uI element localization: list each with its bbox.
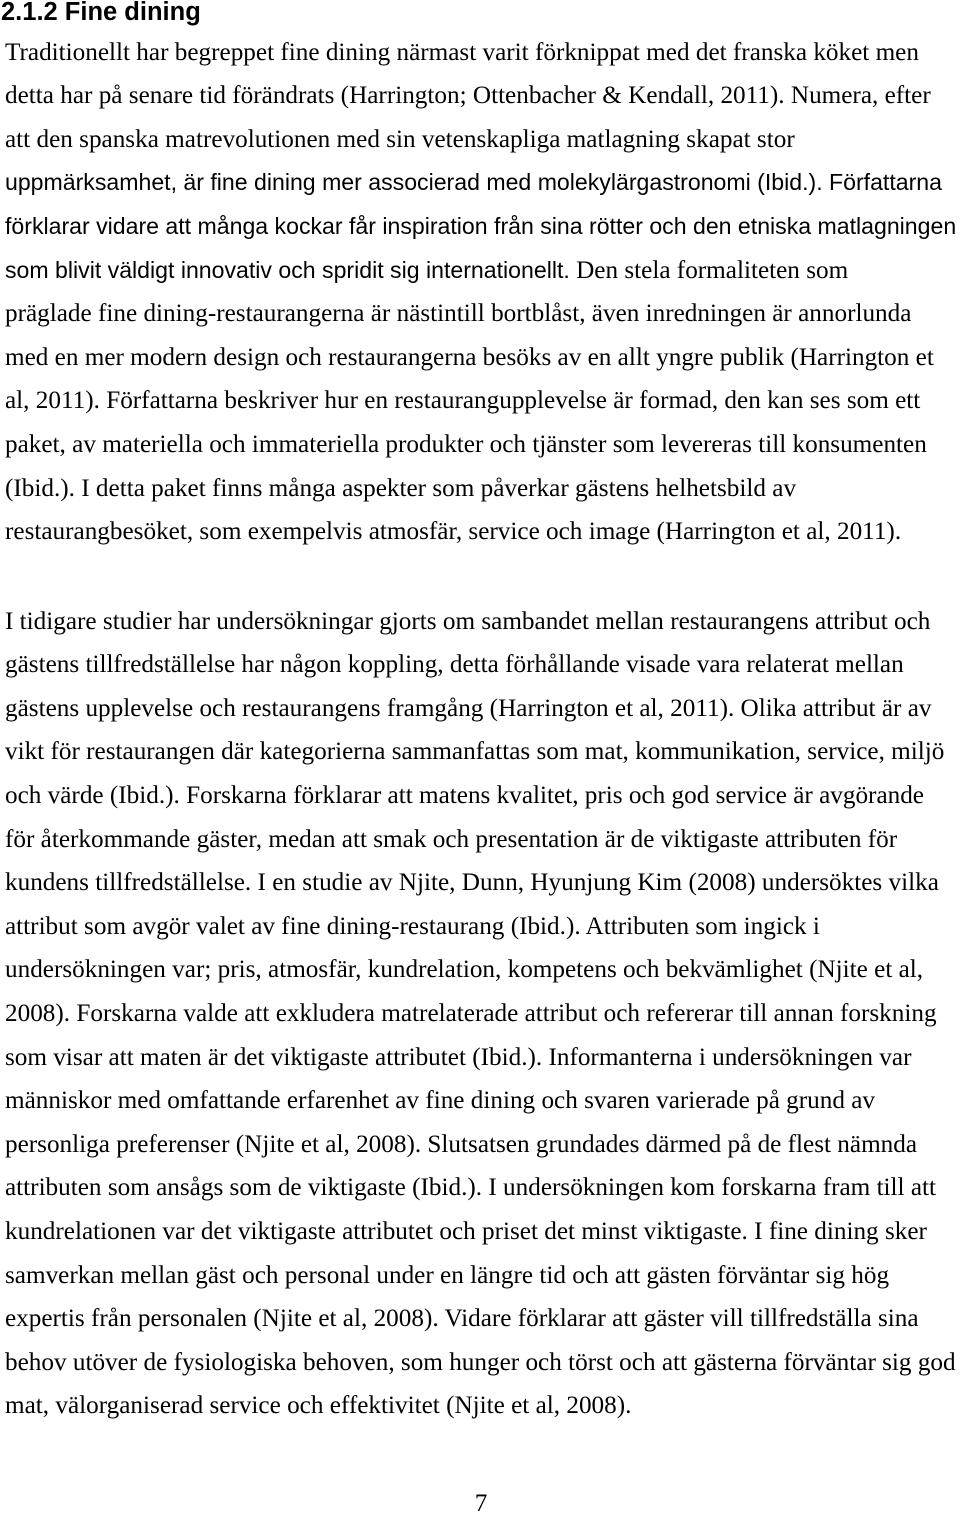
paragraph-line: undersökningen var; pris, atmosfär, kundrelation, kompetens och bekvämlighet (Njite et al, <box>5 956 924 984</box>
section-heading: 2.1.2 Fine dining <box>1 0 201 26</box>
paragraph-line: kundrelationen var det viktigaste attributet och priset det minst viktigaste. I fine dining sker <box>5 1218 927 1245</box>
paragraph-line: behov utöver de fysiologiska behoven, som hunger och törst och att gästerna förväntar sig god <box>5 1348 956 1376</box>
line-text-sans: förklarar vidare att många kockar får inspiration från sina rötter och den etniska matlagningen <box>5 213 957 240</box>
paragraph-line: samverkan mellan gäst och personal under en längre tid och att gästen förväntar sig hög <box>5 1261 890 1289</box>
line-text-serif: Den stela formaliteten som <box>569 256 849 284</box>
paragraph-line: expertis från personalen (Njite et al, 2008). Vidare förklarar att gäster vill tillfredställa sina <box>5 1305 919 1333</box>
line-text-sans: uppmärksamhet, är fine dining mer associerad med molekylärgastronomi (Ibid.). Författarna <box>5 169 942 196</box>
paragraph-line: attributen som ansågs som de viktigaste (Ibid.). I undersökningen kom forskarna fram till att <box>5 1174 937 1202</box>
paragraph-line: al, 2011). Författarna beskriver hur en restaurangupplevelse är formad, den kan ses som ett <box>5 387 921 415</box>
paragraph-line: gästens tillfredställelse har någon koppling, detta förhållande visade vara relaterat mellan <box>5 651 904 679</box>
paragraph-line <box>5 249 960 293</box>
paragraph-line: att den spanska matrevolutionen med sin vetenskapliga matlagning skapat stor <box>5 125 795 153</box>
body-paragraph-1 <box>5 31 960 554</box>
paragraph-line: kundens tillfredställelse. I en studie av Njite, Dunn, Hyunjung Kim (2008) undersöktes vilka <box>5 869 939 897</box>
paragraph-line: för återkommande gäster, medan att smak och presentation är de viktigaste attributen för <box>5 825 898 853</box>
paragraph-line: människor med omfattande erfarenhet av fine dining och svaren varierade på grund av <box>5 1087 876 1115</box>
paragraph-line: och värde (Ibid.). Forskarna förklarar att matens kvalitet, pris och god service är avgörande <box>5 782 924 810</box>
page-number: 7 <box>474 1490 488 1515</box>
paragraph-line: paket, av materiella och immateriella produkter och tjänster som levereras till konsumenten <box>5 431 927 459</box>
paragraph-line: I tidigare studier har undersökningar gjorts om sambandet mellan restaurangens attribut och <box>5 607 931 635</box>
paragraph-line <box>5 205 960 249</box>
paragraph-line: 2008). Forskarna valde att exkludera matrelaterade attribut och refererar till annan forskning <box>5 1000 937 1028</box>
paragraph-line: restaurangbesöket, som exempelvis atmosfär, service och image (Harrington et al, 2011). <box>5 518 902 546</box>
paragraph-line: som visar att maten är det viktigaste attributet (Ibid.). Informanterna i undersökningen var <box>5 1043 912 1071</box>
paragraph-line <box>5 161 960 205</box>
body-paragraph-2 <box>5 600 960 1428</box>
paragraph-line: präglade fine dining-restaurangerna är nästintill bortblåst, även inredningen är annorlunda <box>5 300 912 328</box>
paragraph-line: (Ibid.). I detta paket finns många aspekter som påverkar gästens helhetsbild av <box>5 474 797 502</box>
paragraph-line: detta har på senare tid förändrats (Harrington; Ottenbacher & Kendall, 2011). Numera, efter <box>5 82 931 110</box>
paragraph-line: personliga preferenser (Njite et al, 2008). Slutsatsen grundades därmed på de flest nämnda <box>5 1130 918 1158</box>
paragraph-line: med en mer modern design och restaurangerna besöks av en allt yngre publik (Harrington et <box>5 343 934 371</box>
line-text-sans: som blivit väldigt innovativ och spridit sig internationellt. <box>5 256 570 283</box>
paragraph-line: Traditionellt har begreppet fine dining närmast varit förknippat med det franska köket men <box>5 38 919 66</box>
paragraph-line: gästens upplevelse och restaurangens framgång (Harrington et al, 2011). Olika attribut är av <box>5 694 932 722</box>
paragraph-line: vikt för restaurangen där kategorierna sammanfattas som mat, kommunikation, service, miljö <box>5 738 945 766</box>
paragraph-line: attribut som avgör valet av fine dining-restaurang (Ibid.). Attributen som ingick i <box>5 912 820 940</box>
paragraph-line: mat, välorganiserad service och effektivitet (Njite et al, 2008). <box>5 1392 632 1420</box>
